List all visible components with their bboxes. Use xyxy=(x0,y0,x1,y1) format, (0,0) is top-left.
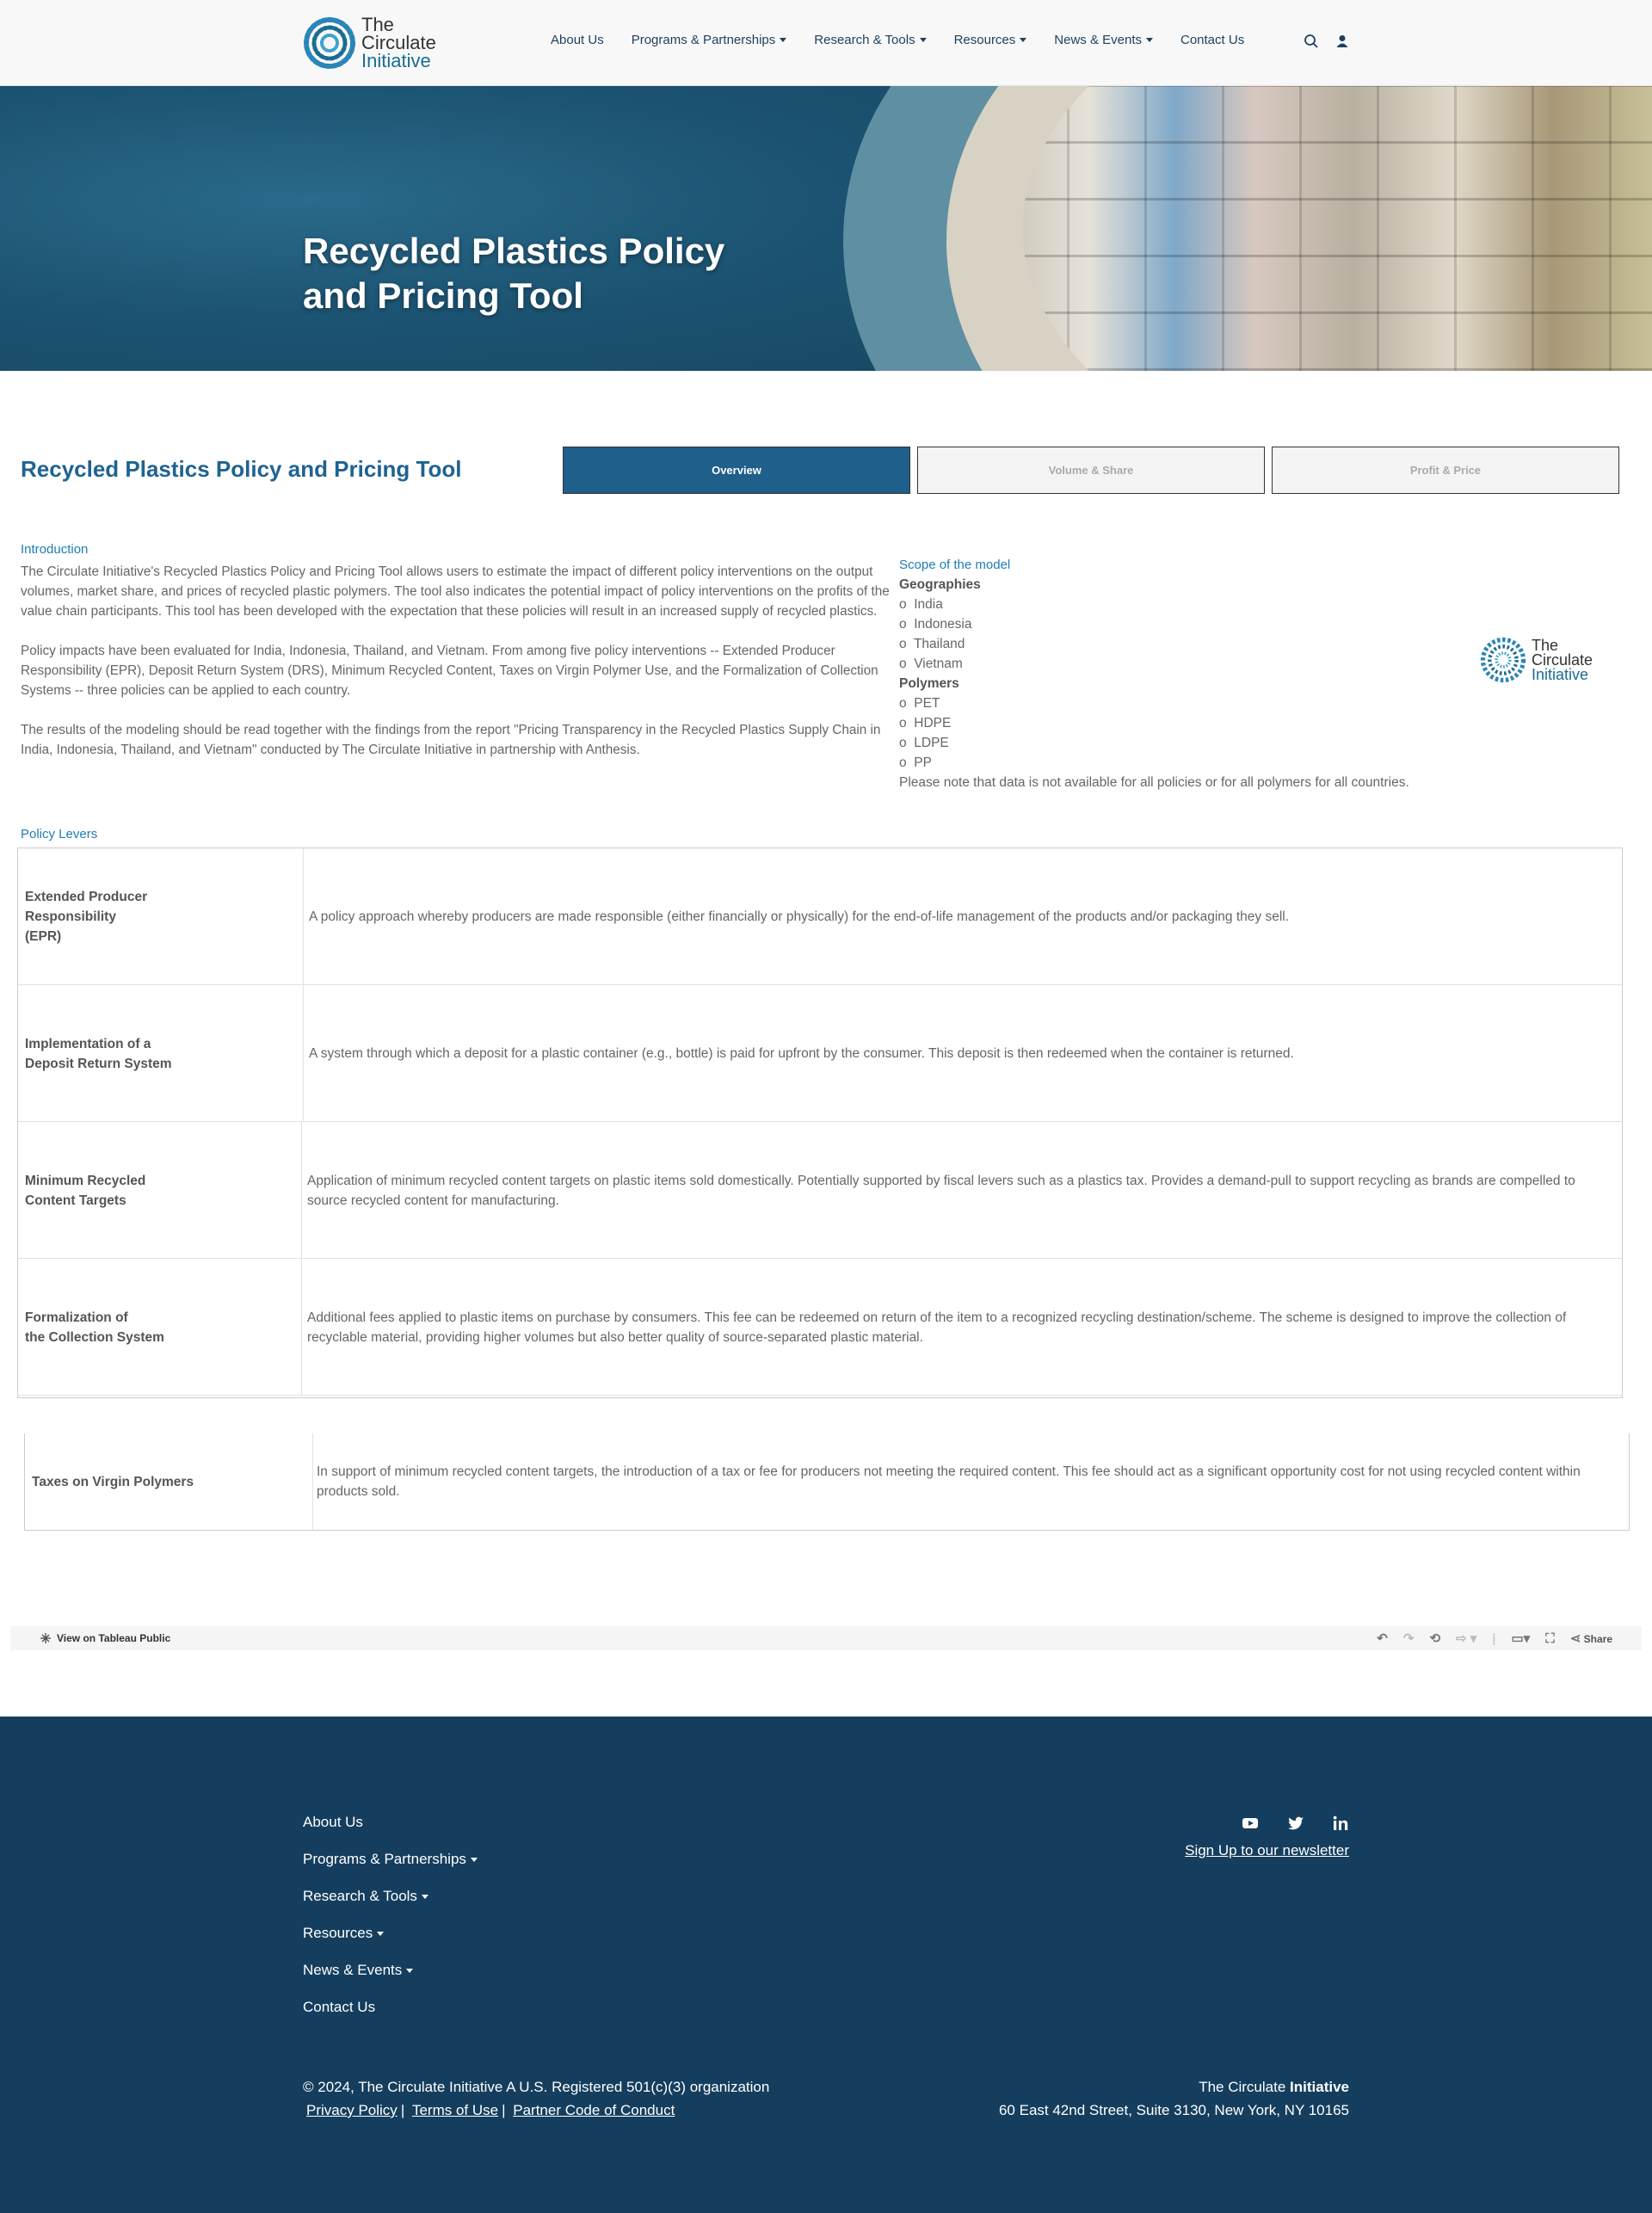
refresh-icon[interactable]: ⇨ ▾ xyxy=(1456,1631,1477,1646)
policy-name: Extended Producer Responsibility (EPR) xyxy=(18,848,304,985)
intro-paragraph: Policy impacts have been evaluated for India, Indonesia, Thailand, and Vietnam. From among five policy interventions -- Extended Producer Responsibility (EPR), Deposit Return System (DRS), Minimum Recycled Content, Taxes on Virgin Polymer Use, and the Formalization of Collection Systems -- three policies can be applied to each country. xyxy=(21,644,878,698)
list-item: o Vietnam xyxy=(899,657,963,671)
recycled-plastic-bales-image xyxy=(989,86,1652,371)
tab-profit-price[interactable]: Profit & Price xyxy=(1272,447,1619,494)
youtube-icon[interactable] xyxy=(1240,1813,1261,1834)
policy-description: A policy approach whereby producers are made responsible (either financially or physically) for the end-of-life management of the products and/or packaging they sell. xyxy=(309,909,1290,924)
table-row xyxy=(18,848,1622,985)
policy-name: Minimum Recycled Content Targets xyxy=(18,1122,302,1259)
polymers-label: Polymers xyxy=(899,676,959,691)
hero-banner xyxy=(0,86,1652,371)
caret-down-icon xyxy=(920,38,927,42)
tool-title: Recycled Plastics Policy and Pricing Tool xyxy=(21,456,462,482)
caret-down-icon xyxy=(422,1895,428,1899)
nav-about-us[interactable]: About Us xyxy=(551,33,604,47)
caret-down-icon xyxy=(471,1858,478,1862)
tableau-logo-icon xyxy=(40,1632,52,1644)
newsletter-signup-link[interactable]: Sign Up to our newsletter xyxy=(1185,1842,1349,1859)
footer-link-programs-partnerships[interactable]: Programs & Partnerships xyxy=(303,1851,478,1868)
scope-note: Please note that data is not available for all policies or for all polymers for all countries. xyxy=(899,775,1409,790)
caret-down-icon xyxy=(1020,38,1026,42)
caret-down-icon xyxy=(1146,38,1153,42)
redo-icon[interactable]: ↷ xyxy=(1402,1631,1415,1646)
table-row xyxy=(18,1122,1622,1259)
logo-line3: Initiative xyxy=(361,50,431,71)
scope-panel xyxy=(899,555,1484,792)
nav-research-tools[interactable]: Research & Tools xyxy=(814,33,926,47)
introduction-heading: Introduction xyxy=(21,542,89,557)
caret-down-icon xyxy=(780,38,786,42)
table-row xyxy=(18,1259,1622,1396)
footer-link-research-tools[interactable]: Research & Tools xyxy=(303,1888,428,1905)
toolbar-divider: | xyxy=(1492,1630,1496,1646)
policy-levers-table xyxy=(17,848,1623,1398)
policy-name: Formalization of the Collection System xyxy=(18,1259,302,1396)
table-row xyxy=(18,985,1622,1122)
list-item: o HDPE xyxy=(899,716,952,730)
list-item: o India xyxy=(899,597,943,612)
footer-address-line: 60 East 42nd Street, Suite 3130, New York, NY 10165 xyxy=(998,2102,1349,2118)
footer-link-news-events[interactable]: News & Events xyxy=(303,1962,413,1979)
circulate-logo-icon xyxy=(303,16,356,70)
footer-address xyxy=(999,2075,1349,2122)
list-item: o PET xyxy=(899,696,940,711)
footer-org-name: The Circulate Initiative xyxy=(1199,2079,1349,2095)
footer-link-resources[interactable]: Resources xyxy=(303,1925,384,1942)
list-item: o PP xyxy=(899,755,932,770)
policy-description: A system through which a deposit for a plastic container (e.g., bottle) is paid for upfront by the consumer. This deposit is then redeemed when the container is returned. xyxy=(309,1046,1294,1061)
list-item: o Thailand xyxy=(899,637,965,651)
nav-news-events[interactable]: News & Events xyxy=(1054,33,1153,47)
tab-overview[interactable]: Overview xyxy=(563,447,910,494)
site-header xyxy=(0,0,1652,86)
policy-description: Additional fees applied to plastic items on purchase by consumers. This fee can be redeemed on return of the item to a recognized recycling destination/scheme. The scheme is designed to improve the collection of recyclable material, providing higher volumes but also better quality of source-separated plastic material. xyxy=(307,1310,1567,1345)
intro-paragraph: The results of the modeling should be read together with the findings from the report "Pricing Transparency in the Recycled Plastics Supply Chain in India, Indonesia, Thailand, and Vietnam" conducted by The Circulate Initiative in partnership with Anthesis. xyxy=(21,723,881,757)
undo-icon[interactable]: ↶ xyxy=(1377,1631,1388,1646)
comment-icon[interactable]: ▭▾ xyxy=(1511,1631,1531,1646)
twitter-icon[interactable] xyxy=(1285,1813,1306,1834)
footer-link-contact-us[interactable]: Contact Us xyxy=(303,1999,376,2015)
terms-of-use-link[interactable]: Terms of Use xyxy=(411,2102,499,2118)
search-icon[interactable] xyxy=(1303,33,1320,50)
intro-paragraph: The Circulate Initiative's Recycled Plastics Policy and Pricing Tool allows users to estimate the impact of different policy interventions on the output volumes, market share, and prices of recycled plastic polymers. The tool also indicates the potential impact of policy interventions on the profits of the value chain participants. This tool has been developed with the expectation that these policies will result in an increased supply of recycled plastics. xyxy=(21,564,890,619)
linkedin-icon[interactable] xyxy=(1330,1813,1351,1834)
tableau-toolbar xyxy=(10,1626,1642,1650)
share-button[interactable]: ⋖ Share xyxy=(1569,1631,1612,1646)
policy-levers-heading: Policy Levers xyxy=(21,827,98,841)
policy-description: Application of minimum recycled content targets on plastic items sold domestically. Potentially supported by fiscal levers such as a plastics tax. Provides a demand-pull to support recycling as brands are compelled to source recycled content for manufacturing. xyxy=(307,1173,1575,1208)
partner-code-link[interactable]: Partner Code of Conduct xyxy=(513,2102,675,2118)
site-logo[interactable] xyxy=(303,15,436,70)
tab-volume-share[interactable]: Volume & Share xyxy=(917,447,1265,494)
hero-title: Recycled Plastics Policy and Pricing Tool xyxy=(303,231,725,316)
scope-heading: Scope of the model xyxy=(899,558,1011,572)
view-on-tableau-link[interactable]: View on Tableau Public xyxy=(40,1632,170,1644)
circulate-logo-icon xyxy=(1480,637,1526,683)
caret-down-icon xyxy=(377,1932,384,1936)
list-item: o LDPE xyxy=(899,736,949,750)
footer-link-about-us[interactable]: About Us xyxy=(303,1814,363,1830)
user-icon[interactable] xyxy=(1334,33,1351,50)
share-icon: ⋖ xyxy=(1569,1631,1581,1646)
main-nav xyxy=(551,33,1272,47)
policy-name: Taxes on Virgin Polymers xyxy=(25,1433,313,1530)
introduction-text xyxy=(21,562,890,780)
geographies-label: Geographies xyxy=(899,577,981,592)
logo-line1: The xyxy=(361,14,394,35)
nav-resources[interactable]: Resources xyxy=(954,33,1027,47)
caret-down-icon xyxy=(406,1969,413,1973)
privacy-policy-link[interactable]: Privacy Policy xyxy=(306,2102,398,2118)
site-footer xyxy=(0,1717,1652,2213)
table-row xyxy=(24,1433,1630,1531)
embedded-logo: The Circulate Initiative xyxy=(1480,637,1593,683)
list-item: o Indonesia xyxy=(899,617,972,632)
policy-description: In support of minimum recycled content targets, the introduction of a tax or fee for producers not meeting the required content. This fee should act as a significant opportunity cost for not using recycled content within products sold. xyxy=(317,1464,1581,1499)
nav-programs-partnerships[interactable]: Programs & Partnerships xyxy=(632,33,787,47)
fullscreen-icon[interactable]: ⛶ xyxy=(1545,1630,1555,1646)
revert-icon[interactable]: ⟲ xyxy=(1429,1631,1441,1646)
footer-copyright: © 2024, The Circulate Initiative A U.S. Registered 501(c)(3) organization Privacy Policy | Terms of Use | Partner Code of Conduct xyxy=(303,2079,770,2118)
logo-line2: Circulate xyxy=(361,32,436,53)
policy-name: Implementation of a Deposit Return System xyxy=(18,985,304,1122)
nav-contact-us[interactable]: Contact Us xyxy=(1180,33,1245,47)
